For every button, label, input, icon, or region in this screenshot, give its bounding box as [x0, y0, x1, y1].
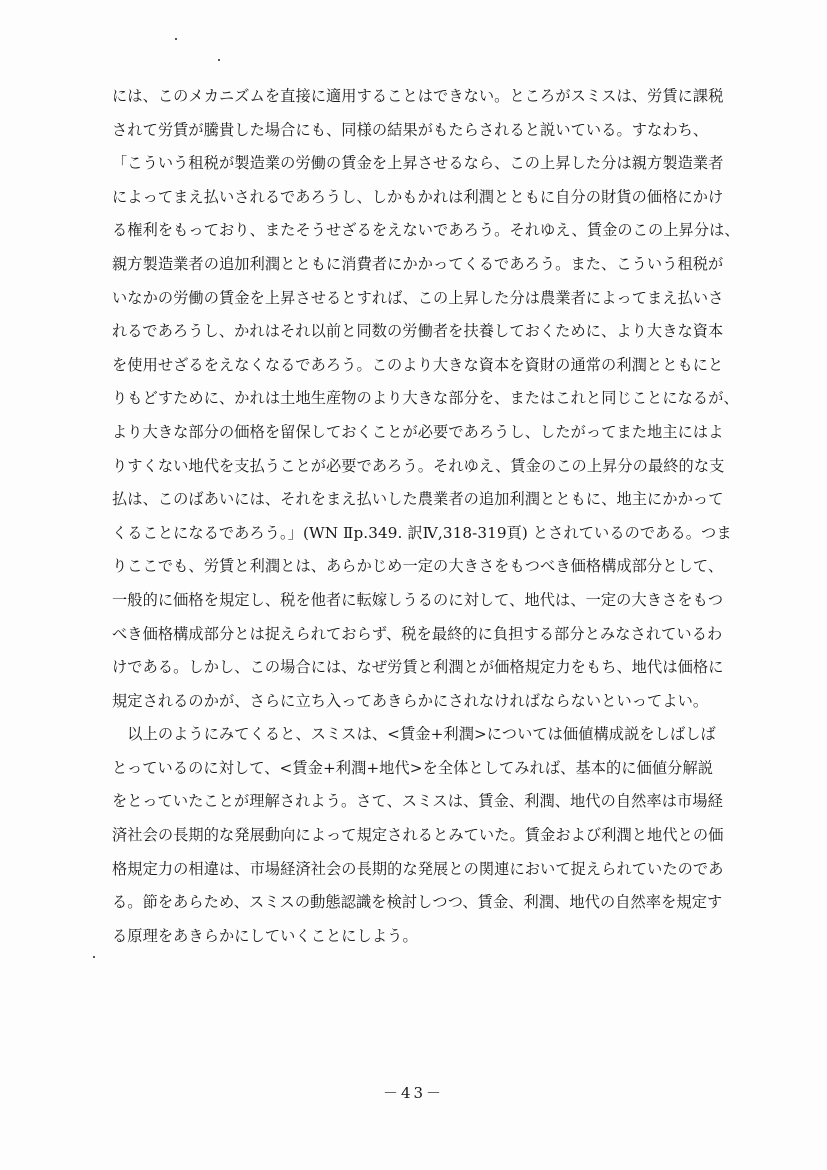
text-line-17: べき価格構成部分とは捉えられておらず、税を最終的に負担する部分とみなされているわ [112, 624, 723, 643]
text-line-21: とっているのに対して、<賃金+利潤+地代>を全体としてみれば、基本的に価値分解説 [112, 758, 714, 777]
text-line-9: を使用せざるをえなくなるであろう。このより大きな資本を資財の通常の利潤とともにと [112, 355, 724, 374]
text-line-22: をとっていたことが理解されよう。さて、スミスは、賃金、利潤、地代の自然率は市場経 [112, 792, 723, 811]
text-line-20: 以上のようにみてくると、スミスは、<賃金+利潤>については価値構成説をしばしば [112, 725, 716, 744]
text-line-11: より大きな部分の価格を留保しておくことが必要であろうし、したがってまた地主にはよ [112, 422, 724, 441]
text-line-24: 格規定力の相違は、市場経済社会の長期的な発展との関連において捉えられていたのであ [112, 859, 724, 878]
text-line-19: 規定されるのかが、さらに立ち入ってあきらかにされなければならないといってよい。 [112, 691, 709, 710]
text-line-6: 親方製造業者の追加利潤とともに消費者にかかってくるであろう。また、こういう租税が [112, 254, 724, 273]
scan-speck-top [175, 38, 177, 40]
text-line-18: けである。しかし、この場合には、なぜ労賃と利潤とが価格規定力をもち、地代は価格に [112, 658, 724, 677]
text-line-4: によってまえ払いされるであろうし、しかもかれは利潤とともに自分の財貨の価格にかけ [112, 187, 724, 206]
text-line-26: る原理をあきらかにしていくことにしよう。 [112, 926, 418, 945]
text-line-10: りもどすために、かれは土地生産物のより大きな部分を、またはこれと同じことになるが、 [112, 389, 739, 408]
text-line-14: くることになるであろう。」(WN Ⅱp.349. 訳Ⅳ,318-319頁) とされているのである。つま [112, 523, 732, 542]
text-line-13: 払は、このばあいには、それをまえ払いした農業者の追加利潤とともに、地主にかかって [112, 490, 724, 509]
text-line-3: 「こういう租税が製造業の労働の賃金を上昇させるなら、この上昇した分は親方製造業者 [112, 154, 724, 173]
text-line-15: りここでも、労賃と利潤とは、あらかじめ一定の大きさをもつべき価格構成部分として、 [112, 557, 724, 576]
text-line-23: 済社会の長期的な発展動向によって規定されるとみていた。賃金および利潤と地代との価 [112, 826, 724, 845]
text-line-16: 一般的に価格を規定し、税を他者に転嫁しうるのに対して、地代は、一定の大きさをもつ [112, 590, 724, 609]
text-line-7: いなかの労働の賃金を上昇させるとすれば、この上昇した分は農業者によってまえ払いさ [112, 288, 724, 307]
text-line-5: る権利をもっており、またそうせざるをえないであろう。それゆえ、賃金のこの上昇分は、 [112, 221, 740, 240]
text-line-8: れるであろうし、かれはそれ以前と同数の労働者を扶養しておくために、より大きな資本 [112, 322, 724, 341]
text-line-25: る。節をあらため、スミスの動態認識を検討しつつ、賃金、利潤、地代の自然率を規定す [112, 893, 723, 912]
body-text [112, 80, 752, 953]
text-line-12: りすくない地代を支払うことが必要であろう。それゆえ、賃金のこの上昇分の最終的な支 [112, 456, 725, 475]
scan-speck-top-right [218, 59, 220, 61]
scan-speck-left [93, 956, 95, 958]
text-line-2: されて労賃が騰貴した場合にも、同様の結果がもたらされると説いている。すなわち、 [112, 120, 709, 139]
text-line-1: には、このメカニズムを直接に適用することはできない。ところがスミスは、労賃に課税 [112, 87, 724, 105]
page-number: －43－ [382, 1084, 445, 1102]
